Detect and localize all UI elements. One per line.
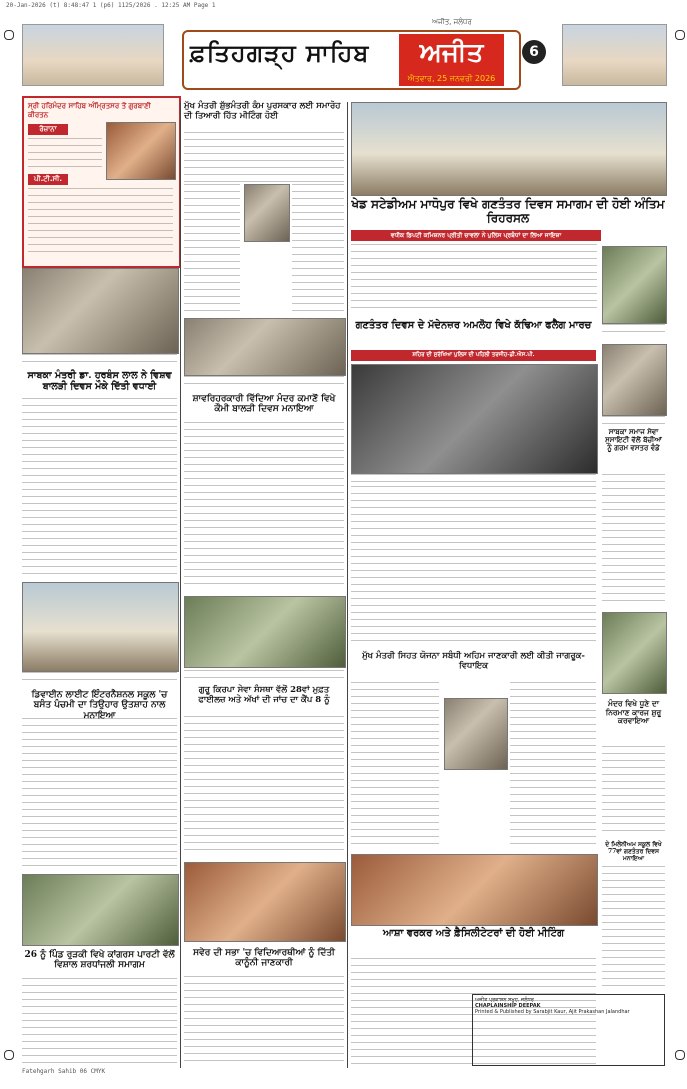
- story-body: [22, 398, 177, 574]
- story-headline: ਸ਼ਾਵਰਿਹਰਕਾਰੀ ਵਿੱਦਿਆ ਮੰਦਰ ਕਮਾਣੋਂ ਵਿਖੇ ਕੌਮੀ ਬਾਲੜੀ ਦਿਵਸ ਮਨਾਇਆ: [192, 394, 336, 415]
- story-body: [184, 716, 344, 856]
- kirtan-box: [22, 96, 181, 268]
- story-photo: [602, 612, 667, 694]
- daily-label: ਰੋਜ਼ਾਨਾ: [28, 124, 68, 135]
- story-body: [22, 718, 177, 868]
- column-rule: [180, 102, 181, 1068]
- masthead-banner: [182, 30, 521, 90]
- story-body: [602, 746, 665, 836]
- masthead: [22, 18, 665, 102]
- story-headline: ਗੁਰੂ ਕਿਰਪਾ ਸੇਵਾ ਸੰਸਥਾ ਵੱਲੋਂ 28ਵਾਂ ਮੁਫ਼ਤ ਫਾਈਲਜ਼ ਅਤੇ ਅੱਖਾਂ ਦੀ ਜਾਂਚ ਦਾ ਕੈਂਪ 8 ਨੂੰ: [198, 685, 330, 705]
- crop-slug: 20-Jan-2026 (t) 8:48:47 1 (p6) 1125/2026 . 12:25 AM Page 1: [6, 2, 216, 9]
- imprint-box: [472, 994, 665, 1066]
- story-body: [22, 978, 177, 1064]
- story-body: [351, 486, 596, 646]
- story-photo: [184, 596, 346, 668]
- mla-portrait: [444, 698, 508, 770]
- photo-caption: [351, 474, 596, 482]
- photo-caption: [602, 324, 665, 338]
- story-body: [602, 474, 665, 604]
- issue-date: ਐਤਵਾਰ, 25 ਜਨਵਰੀ 2026: [399, 72, 504, 86]
- story-photo: [602, 246, 667, 324]
- imprint-line-2: CHAPLAINSHIP DEEPAK: [475, 1003, 541, 1009]
- story-photo: [22, 268, 179, 354]
- story-body: [292, 184, 344, 312]
- asha-photo: [351, 854, 598, 926]
- story-headline: ਮੰਦਰ ਵਿਖੇ ਧੂਣੇ ਦਾ ਨਿਰਮਾਣ ਕਾਰਜ ਸ਼ੁਰੂ ਕਰਵਾਇਆ: [605, 699, 662, 726]
- newspaper-page: [22, 16, 665, 1068]
- story-body: [510, 682, 596, 850]
- imprint-line-3: Printed & Published by Sarabjit Kaur, Ajit Prakashan Jalandhar: [475, 1009, 630, 1015]
- photo-caption: [184, 670, 344, 680]
- story-photo: [22, 874, 179, 946]
- story-headline: ਮੁੱਖ ਮੰਤਰੀ ਸ਼ੁੱਭਮੰਤਰੀ ਕੰਮ ਪੁਰਸਕਾਰ ਲਈ ਸਮਾਰੋਹ ਦੀ ਤਿਆਰੀ ਹਿੱਤ ਮੀਟਿੰਗ ਹੋਈ: [184, 101, 341, 121]
- story-headline: 26 ਨੂੰ ਪਿੰਡ ਰੁੜਕੀ ਵਿਖੇ ਕਾਂਗਰਸ ਪਾਰਟੀ ਵੱਲੋਂ ਵਿਸ਼ਾਲ ਸ਼ਰਧਾਂਜਲੀ ਸਮਾਗਮ: [24, 950, 175, 971]
- story-body: [184, 976, 344, 1064]
- story-headline: ਡਿਵਾਈਨ ਲਾਈਟ ਇੰਟਰਨੈਸ਼ਨਲ ਸਕੂਲ 'ਚ ਬਸੰਤ ਪੰਚਮੀ ਦਾ ਤਿਉਹਾਰ ਉਤਸ਼ਾਹ ਨਾਲ ਮਨਾਇਆ: [31, 690, 168, 721]
- photo-caption: [602, 416, 665, 424]
- story-photo: [184, 318, 346, 376]
- edition-label: ਅਜੀਤ, ਜਲੰਧਰ: [432, 18, 472, 26]
- story-body: [602, 866, 665, 986]
- lead-subhead: ਵਧੀਕ ਡਿਪਟੀ ਕਮਿਸ਼ਨਰ ਪ੍ਰੀਤੀ ਚਾਵਲਾ ਨੇ ਪੁਲਿਸ ਪ੍ਰਬੰਧਾਂ ਦਾ ਲਿਆ ਜਾਇਜ਼ਾ: [351, 230, 601, 241]
- column-rule: [347, 102, 348, 1068]
- story-subhead: ਸ਼ਹਿਰ ਦੀ ਸੁਰੱਖਿਆ ਪੁਲਿਸ ਦੀ ਪਹਿਲੀ ਤਰਜੀਹ-ਡੀ.ਐਸ.ਪੀ.: [351, 350, 596, 361]
- golden-temple-photo: [106, 122, 176, 180]
- story-headline: ਦੇ ਮਿਲੇਨੀਅਮ ਸਕੂਲ ਵਿਖੇ 77ਵਾਂ ਗਣਤੰਤਰ ਦਿਵਸ ਮਨਾਇਆ: [605, 841, 662, 862]
- story-photo: [602, 344, 667, 416]
- portrait-photo: [244, 184, 290, 242]
- kirtan-heading: ਸ੍ਰੀ ਹਰਿਮੰਦਰ ਸਾਹਿਬ ਅੰਮ੍ਰਿਤਸਰ ਤੋਂ ਗੁਰਬਾਣੀ ਕੀਰਤਨ: [28, 102, 151, 119]
- story-headline: ਸਵੇਰ ਦੀ ਸਭਾ 'ਚ ਵਿਦਿਆਰਥੀਆਂ ਨੂੰ ਦਿੱਤੀ ਕਾਨੂੰਨੀ ਜਾਣਕਾਰੀ: [193, 948, 335, 969]
- story-headline: ਗਣਤੰਤਰ ਦਿਵਸ ਦੇ ਮੱਦੇਨਜ਼ਰ ਅਮਲੋਹ ਵਿਖੇ ਕੱਢਿਆ ਫਲੈਗ ਮਾਰਚ: [355, 320, 592, 331]
- story-photo: [22, 582, 179, 672]
- registration-mark: [675, 30, 685, 40]
- imprint-line-1: ਅਜੀਤ ਪ੍ਰਕਾਸ਼ਨ ਸਮੂਹ, ਜਲੰਧਰ: [475, 997, 534, 1003]
- lead-headline: ਖੇਡ ਸਟੇਡੀਅਮ ਮਾਧੋਪੁਰ ਵਿਖੇ ਗਣਤੰਤਰ ਦਿਵਸ ਸਮਾਗਮ ਦੀ ਹੋਈ ਅੰਤਿਮ ਰਿਹਰਸਲ: [351, 197, 665, 225]
- story-body: [184, 422, 344, 590]
- section-title: ਫ਼ਤਿਹਗੜ੍ਹ ਸਾਹਿਬ: [190, 38, 370, 67]
- story-headline: ਸਾਬਕਾ ਮੰਤਰੀ ਡਾ. ਹਰਬੰਸ ਲਾਲ ਨੇ ਵਿਸ਼ਵ ਬਾਲੜੀ ਦਿਵਸ ਮੌਕੇ ਦਿੱਤੀ ਵਧਾਈ: [27, 370, 172, 392]
- story-body: [351, 682, 439, 850]
- photo-caption: [184, 376, 344, 390]
- story-body: [351, 244, 597, 314]
- masthead-left-photo: [22, 24, 164, 86]
- text-block: [28, 138, 102, 170]
- ptc-label: ਪੀ.ਟੀ.ਸੀ.: [28, 174, 68, 185]
- story-headline: ਆਸ਼ਾ ਵਰਕਰ ਅਤੇ ਫ਼ੈਸਿਲੀਟੇਟਰਾਂ ਦੀ ਹੋਈ ਮੀਟਿੰਗ: [382, 928, 565, 939]
- photo-caption: [22, 354, 177, 368]
- flag-march-photo: [351, 364, 598, 474]
- text-block: [28, 188, 173, 258]
- footer-slug: Fatehgarh Sahib 06 CMYK: [22, 1068, 106, 1075]
- story-photo: [184, 862, 346, 942]
- story-headline: ਸਾਬਕਾ ਸਮਾਜ ਸੇਵਾ ਸੁਸਾਇਟੀ ਵੱਲੋਂ ਬੱਚੀਆਂ ਨੂੰ ਗਰਮ ਵਸਤਰ ਵੰਡੇ: [605, 427, 662, 453]
- story-headline: ਮੁੱਖ ਮੰਤਰੀ ਸਿਹਤ ਯੋਜਨਾ ਸਬੰਧੀ ਅਹਿਮ ਜਾਣਕਾਰੀ ਲਈ ਕੀਤੀ ਜਾਗਰੂਕ-ਵਿਧਾਇਕ: [362, 651, 585, 671]
- registration-mark: [4, 30, 14, 40]
- registration-mark: [4, 1050, 14, 1060]
- photo-caption: [22, 672, 177, 686]
- brand-logo: ਅਜੀਤ: [399, 34, 504, 72]
- page-number: 6: [522, 40, 546, 64]
- story-body: [184, 184, 240, 312]
- lead-photo: [351, 102, 667, 196]
- story-body: [184, 132, 344, 182]
- registration-mark: [675, 1050, 685, 1060]
- masthead-right-photo: [562, 24, 667, 86]
